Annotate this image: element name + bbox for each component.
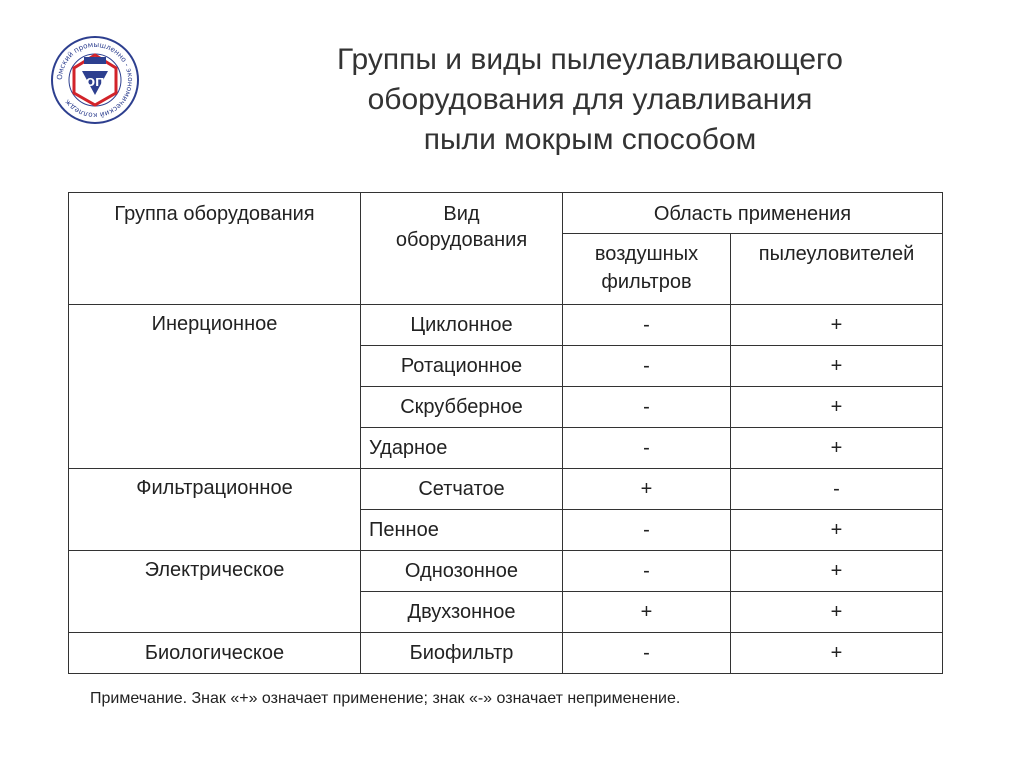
- kind-cell: Однозонное: [361, 551, 563, 592]
- kind-cell: Сетчатое: [361, 469, 563, 510]
- college-logo: [50, 35, 140, 125]
- header-air-filters: воздушных фильтров: [563, 234, 731, 305]
- logo-ring-text: Омский промышленно - экономический колледж: [54, 39, 136, 121]
- group-cell: Биологическое: [69, 633, 361, 674]
- title-line-1: Группы и виды пылеулавливающего: [337, 43, 843, 76]
- dust-collector-mark: +: [731, 633, 943, 674]
- dust-collector-mark: +: [731, 551, 943, 592]
- kind-cell: Биофильтр: [361, 633, 563, 674]
- air-filter-mark: -: [563, 633, 731, 674]
- page-title: [230, 40, 950, 160]
- dust-collector-mark: +: [731, 510, 943, 551]
- kind-cell: Ударное: [361, 428, 563, 469]
- table-row: [69, 633, 943, 674]
- header-dust-collectors: пылеуловителей: [731, 234, 943, 305]
- header-area: Область применения: [563, 193, 943, 234]
- air-filter-mark: -: [563, 510, 731, 551]
- footnote: Примечание. Знак «+» означает применение; знак «-» означает неприменение.: [90, 690, 681, 707]
- dust-collector-mark: +: [731, 387, 943, 428]
- kind-cell: Ротационное: [361, 346, 563, 387]
- equipment-table: [68, 192, 943, 674]
- dust-collector-mark: +: [731, 592, 943, 633]
- dust-collector-mark: +: [731, 346, 943, 387]
- air-filter-mark: -: [563, 551, 731, 592]
- title-line-2: оборудования для улавливания: [367, 83, 813, 116]
- group-cell: Фильтрационное: [69, 469, 361, 551]
- group-cell: Инерционное: [69, 305, 361, 469]
- dust-collector-mark: +: [731, 305, 943, 346]
- header-kind: Вид оборудования: [361, 193, 563, 305]
- table-row: [69, 551, 943, 592]
- logo-monogram: ОП: [85, 76, 105, 89]
- kind-cell: Скрубберное: [361, 387, 563, 428]
- group-cell: Электрическое: [69, 551, 361, 633]
- title-line-3: пыли мокрым способом: [423, 123, 757, 156]
- dust-collector-mark: -: [731, 469, 943, 510]
- table-row: [69, 469, 943, 510]
- header-group: Группа оборудования: [69, 193, 361, 305]
- air-filter-mark: +: [563, 592, 731, 633]
- dust-collector-mark: +: [731, 428, 943, 469]
- air-filter-mark: -: [563, 346, 731, 387]
- air-filter-mark: -: [563, 305, 731, 346]
- air-filter-mark: +: [563, 469, 731, 510]
- kind-cell: Двухзонное: [361, 592, 563, 633]
- kind-cell: Пенное: [361, 510, 563, 551]
- kind-cell: Циклонное: [361, 305, 563, 346]
- air-filter-mark: -: [563, 428, 731, 469]
- air-filter-mark: -: [563, 387, 731, 428]
- table-row: [69, 305, 943, 346]
- logo-emblem-icon: [50, 35, 140, 125]
